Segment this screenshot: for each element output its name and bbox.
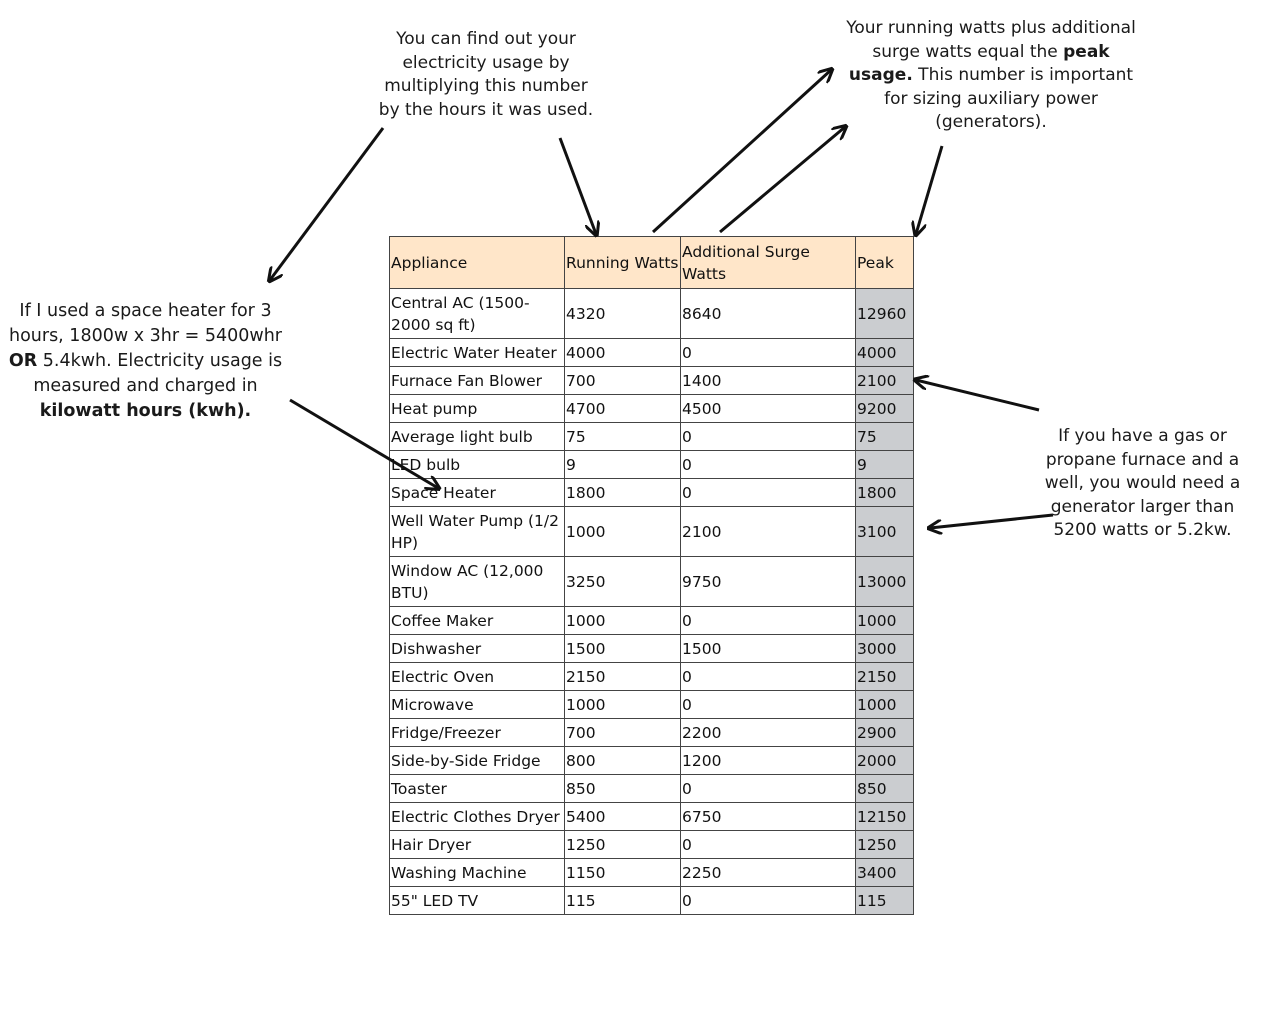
cell-surge: 1400	[681, 367, 856, 395]
cell-peak: 13000	[856, 557, 914, 607]
cell-surge: 1200	[681, 747, 856, 775]
cell-surge: 4500	[681, 395, 856, 423]
cell-running: 1250	[565, 831, 681, 859]
header-peak: Peak	[856, 237, 914, 289]
cell-peak: 9	[856, 451, 914, 479]
cell-running: 75	[565, 423, 681, 451]
cell-peak: 2100	[856, 367, 914, 395]
cell-appliance: Coffee Maker	[390, 607, 565, 635]
header-running-watts: Running Watts	[565, 237, 681, 289]
cell-surge: 9750	[681, 557, 856, 607]
cell-appliance: Heat pump	[390, 395, 565, 423]
cell-appliance: Average light bulb	[390, 423, 565, 451]
note-peak-text-1: Your running watts plus additional surge watts equal the	[846, 18, 1136, 62]
cell-peak: 1800	[856, 479, 914, 507]
cell-running: 800	[565, 747, 681, 775]
note-heater-text-1: If I used a space heater for 3 hours, 1800w x 3hr = 5400whr	[8, 301, 282, 346]
cell-appliance: Microwave	[390, 691, 565, 719]
cell-surge: 0	[681, 831, 856, 859]
cell-appliance: Fridge/Freezer	[390, 719, 565, 747]
cell-surge: 0	[681, 339, 856, 367]
cell-surge: 2100	[681, 507, 856, 557]
cell-appliance: Toaster	[390, 775, 565, 803]
note-heater-bold: kilowatt hours (kwh).	[39, 401, 252, 421]
arrow-to-running-watts	[560, 138, 596, 234]
cell-peak: 9200	[856, 395, 914, 423]
cell-peak: 1000	[856, 607, 914, 635]
cell-appliance: Dishwasher	[390, 635, 565, 663]
cell-running: 850	[565, 775, 681, 803]
cell-peak: 4000	[856, 339, 914, 367]
cell-surge: 0	[681, 607, 856, 635]
arrow-to-well-pump-peak	[930, 515, 1053, 528]
cell-peak: 12150	[856, 803, 914, 831]
cell-running: 2150	[565, 663, 681, 691]
cell-peak: 2150	[856, 663, 914, 691]
cell-peak: 850	[856, 775, 914, 803]
arrow-from-surge-to-peak-note	[720, 127, 845, 232]
cell-peak: 2000	[856, 747, 914, 775]
cell-peak: 2900	[856, 719, 914, 747]
cell-appliance: Electric Water Heater	[390, 339, 565, 367]
cell-running: 3250	[565, 557, 681, 607]
cell-appliance: Hair Dryer	[390, 831, 565, 859]
cell-appliance: Furnace Fan Blower	[390, 367, 565, 395]
note-heater-or: OR	[8, 351, 38, 371]
arrow-to-space-heater-row	[290, 400, 438, 488]
cell-surge: 0	[681, 887, 856, 915]
note-generator-sizing: If you have a gas or propane furnace and a well, you would need a generator larger than 5200 watts or 5.2kw.	[1044, 426, 1241, 540]
cell-surge: 0	[681, 451, 856, 479]
cell-peak: 12960	[856, 289, 914, 339]
cell-appliance: Electric Oven	[390, 663, 565, 691]
cell-appliance: Electric Clothes Dryer	[390, 803, 565, 831]
cell-appliance: LED bulb	[390, 451, 565, 479]
cell-running: 1000	[565, 691, 681, 719]
cell-peak: 3000	[856, 635, 914, 663]
cell-running: 1000	[565, 507, 681, 557]
header-appliance: Appliance	[390, 237, 565, 289]
cell-appliance: Side-by-Side Fridge	[390, 747, 565, 775]
cell-running: 1800	[565, 479, 681, 507]
cell-appliance: Washing Machine	[390, 859, 565, 887]
arrow-to-furnace-fan-peak	[916, 380, 1039, 410]
note-heater-text-2: 5.4kwh. Electricity usage is measured and charged in	[33, 351, 283, 396]
cell-surge: 0	[681, 663, 856, 691]
cell-running: 5400	[565, 803, 681, 831]
cell-surge: 6750	[681, 803, 856, 831]
cell-peak: 3100	[856, 507, 914, 557]
note-peak-bold: peak usage.	[848, 41, 1110, 85]
cell-surge: 1500	[681, 635, 856, 663]
cell-running: 1150	[565, 859, 681, 887]
cell-running: 4320	[565, 289, 681, 339]
cell-running: 4700	[565, 395, 681, 423]
cell-appliance: Window AC (12,000 BTU)	[390, 557, 565, 607]
cell-running: 700	[565, 367, 681, 395]
cell-surge: 0	[681, 423, 856, 451]
arrow-from-running-to-peak-note	[653, 70, 831, 232]
cell-appliance: 55" LED TV	[390, 887, 565, 915]
note-electricity-usage: You can find out your electricity usage by multiplying this number by the hours it was used.	[378, 29, 594, 120]
cell-running: 4000	[565, 339, 681, 367]
cell-peak: 1000	[856, 691, 914, 719]
cell-running: 1000	[565, 607, 681, 635]
cell-surge: 0	[681, 691, 856, 719]
cell-appliance: Well Water Pump (1/2 HP)	[390, 507, 565, 557]
cell-surge: 2200	[681, 719, 856, 747]
cell-running: 9	[565, 451, 681, 479]
cell-peak: 3400	[856, 859, 914, 887]
cell-running: 1500	[565, 635, 681, 663]
cell-running: 700	[565, 719, 681, 747]
cell-surge: 8640	[681, 289, 856, 339]
cell-running: 115	[565, 887, 681, 915]
cell-peak: 1250	[856, 831, 914, 859]
arrow-to-heater-note	[270, 128, 383, 280]
arrow-to-peak-column	[916, 146, 942, 234]
cell-peak: 115	[856, 887, 914, 915]
cell-peak: 75	[856, 423, 914, 451]
header-surge-watts: Additional Surge Watts	[681, 237, 856, 289]
cell-surge: 2250	[681, 859, 856, 887]
cell-surge: 0	[681, 479, 856, 507]
cell-appliance: Space Heater	[390, 479, 565, 507]
note-peak-text-2: This number is important for sizing auxiliary power (generators).	[884, 65, 1134, 132]
cell-appliance: Central AC (1500-2000 sq ft)	[390, 289, 565, 339]
cell-surge: 0	[681, 775, 856, 803]
